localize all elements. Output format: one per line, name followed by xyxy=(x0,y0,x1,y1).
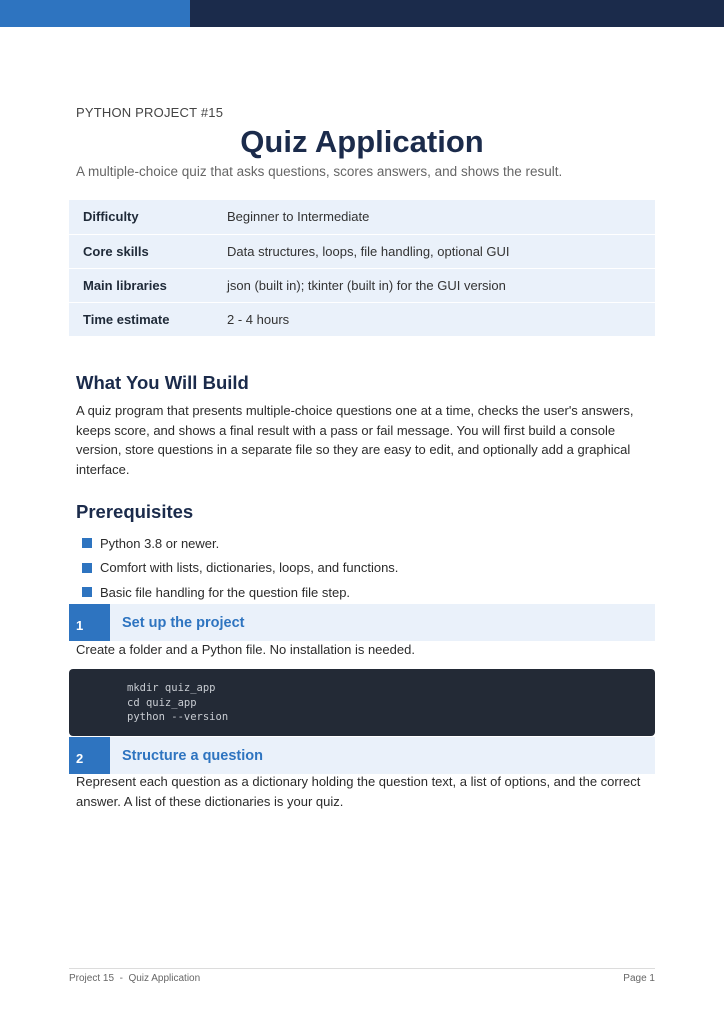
top-accent-block xyxy=(0,0,190,27)
table-row xyxy=(69,200,655,234)
footer-divider xyxy=(69,968,655,969)
code-line: mkdir quiz_app xyxy=(127,682,216,694)
info-value: json (built in); tkinter (built in) for the GUI version xyxy=(213,268,655,302)
info-value: Data structures, loops, file handling, optional GUI xyxy=(213,234,655,268)
section-heading-build: What You Will Build xyxy=(76,372,249,393)
table-row xyxy=(69,302,655,336)
code-line: python --version xyxy=(127,711,229,723)
list-item-text: Basic file handling for the question file step. xyxy=(100,584,351,600)
info-key: Difficulty xyxy=(69,200,213,234)
info-key: Core skills xyxy=(69,234,213,268)
list-item xyxy=(82,556,398,581)
bullet-square-icon xyxy=(82,538,92,548)
code-block xyxy=(69,669,655,736)
section-heading-prerequisites: Prerequisites xyxy=(76,501,194,522)
prerequisites-list xyxy=(82,531,398,605)
top-color-bar xyxy=(0,0,724,27)
list-item xyxy=(82,531,398,556)
footer-project-label: Project 15 - Quiz Application xyxy=(69,973,201,984)
page-subtitle: A multiple-choice quiz that asks questions, scores answers, and shows the result. xyxy=(76,164,563,179)
step-2-description: Represent each question as a dictionary holding the question text, a list of options, and the correct answer. A list of these dictionaries is your quiz. xyxy=(76,774,641,809)
step-title: Set up the project xyxy=(122,614,245,631)
page-title: Quiz Application xyxy=(240,124,484,159)
info-key: Main libraries xyxy=(69,268,213,302)
step-header-2 xyxy=(69,737,655,774)
step-header-1 xyxy=(69,604,655,641)
footer-page-number: Page 1 xyxy=(623,973,655,984)
code-line: cd quiz_app xyxy=(127,697,197,709)
list-item-text: Comfort with lists, dictionaries, loops, and functions. xyxy=(100,560,399,576)
step-title: Structure a question xyxy=(122,747,263,764)
list-item-text: Python 3.8 or newer. xyxy=(100,535,220,551)
list-item xyxy=(82,580,398,605)
info-value: 2 - 4 hours xyxy=(213,302,655,336)
step-1-description: Create a folder and a Python file. No installation is needed. xyxy=(76,642,415,657)
table-row xyxy=(69,268,655,302)
step-number: 2 xyxy=(69,737,110,774)
project-info-table xyxy=(69,200,655,337)
info-value: Beginner to Intermediate xyxy=(213,200,655,234)
step-number: 1 xyxy=(69,604,110,641)
project-eyebrow: PYTHON PROJECT #15 xyxy=(76,105,224,120)
bullet-square-icon xyxy=(82,587,92,597)
bullet-square-icon xyxy=(82,563,92,573)
table-row xyxy=(69,234,655,268)
build-description: A quiz program that presents multiple-choice questions one at a time, checks the user's answers, keeps score, and shows a final result with a pass or fail message. You will first build a console version, store questions in a separate file so they are easy to edit, and optionally add a graphical interface. xyxy=(76,403,634,477)
info-key: Time estimate xyxy=(69,302,213,336)
